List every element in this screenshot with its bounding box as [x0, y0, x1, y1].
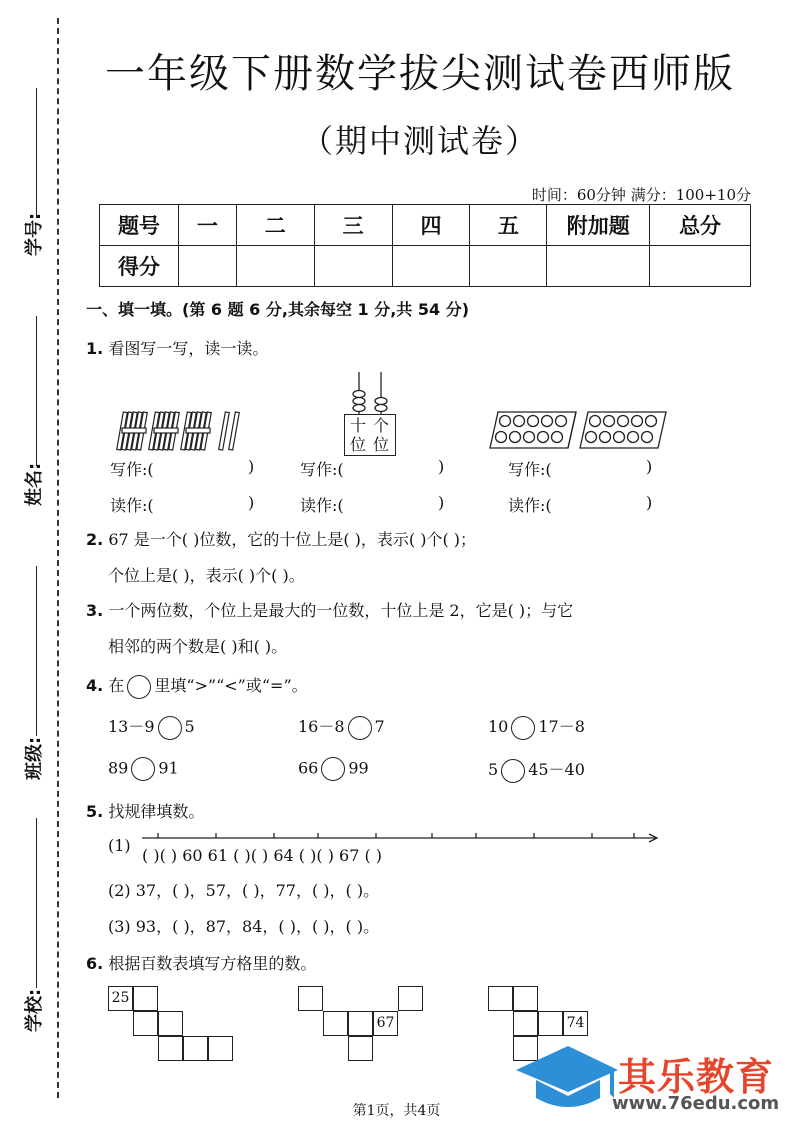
abacus-label: 个 [373, 416, 390, 435]
q1-read-1[interactable]: 读作:( [110, 496, 154, 515]
compare-item: 5 45－40 [488, 757, 585, 783]
score-table [99, 204, 751, 287]
egg-carton-1 [490, 412, 576, 448]
grid-cell[interactable] [348, 1011, 373, 1036]
question-4 [86, 673, 308, 699]
abacus-figure [341, 370, 399, 456]
q1-read-2-close: ) [438, 493, 445, 512]
stick-bundle-2 [149, 412, 180, 450]
grid-cell[interactable] [538, 1011, 563, 1036]
grid-cell-given: 74 [563, 1011, 588, 1036]
question-number: 1. [86, 339, 104, 358]
abacus-label: 位 [350, 435, 367, 454]
hundred-grid-1 [108, 986, 238, 1066]
abacus-label: 十 [350, 416, 367, 435]
q5-line2[interactable]: (2) 37，( )，57，( )，77，( )，( )。 [108, 881, 380, 900]
question-number: 6. [86, 954, 104, 973]
grid-cell[interactable] [133, 1011, 158, 1036]
compare-item: 13－9 5 [108, 714, 195, 740]
compare-circle[interactable] [501, 759, 525, 783]
q5-line3[interactable]: (3) 93，( )，87，84，( )，( )，( )。 [108, 917, 380, 936]
grid-cell[interactable] [158, 1036, 183, 1061]
score-cell[interactable] [392, 246, 470, 287]
score-row-label: 得分 [100, 246, 179, 287]
score-header-cell: 四 [392, 205, 470, 246]
abacus-label: 位 [373, 435, 390, 454]
q1-write-1[interactable]: 写作:( [110, 460, 154, 479]
question-number: 3. [86, 601, 104, 620]
compare-item: 66 99 [298, 757, 369, 781]
question-3 [86, 598, 573, 621]
watermark-name: 其乐教育 [618, 1055, 775, 1099]
compare-circle[interactable] [348, 716, 372, 740]
student-id-label: 学号: [24, 212, 45, 256]
grid-cell[interactable] [208, 1036, 233, 1061]
stick-bundle-1 [117, 412, 148, 450]
grid-cell[interactable] [298, 986, 323, 1011]
grid-cell[interactable] [513, 1011, 538, 1036]
score-table-header-row [100, 205, 751, 246]
grid-cell-given: 67 [373, 1011, 398, 1036]
q1-read-3[interactable]: 读作:( [508, 496, 552, 515]
compare-circle[interactable] [131, 757, 155, 781]
school-label: 学校: [24, 988, 45, 1032]
question-5 [86, 799, 204, 822]
compare-circle[interactable] [511, 716, 535, 740]
class-label: 班级: [24, 736, 45, 780]
grid-cell[interactable] [133, 986, 158, 1011]
question-text: 一个两位数，个位上是最大的一位数，十位上是 2，它是( )；与它 [108, 601, 574, 620]
q1-read-1-close: ) [248, 493, 255, 512]
page-footer: 第1页，共4页 [352, 1103, 441, 1119]
score-cell[interactable] [178, 246, 236, 287]
egg-cartons-figure [488, 410, 668, 450]
score-header-cell: 一 [178, 205, 236, 246]
q1-read-3-close: ) [646, 493, 653, 512]
score-cell[interactable] [470, 246, 547, 287]
watermark-url: www.76edu.com [612, 1093, 780, 1114]
score-cell[interactable] [547, 246, 650, 287]
question-6 [86, 951, 316, 974]
score-header-cell: 三 [314, 205, 392, 246]
egg-carton-2 [580, 412, 666, 448]
grid-cell[interactable] [158, 1011, 183, 1036]
score-table-score-row [100, 246, 751, 287]
question-text-after: 里填“>”“<”或“=”。 [154, 676, 308, 695]
question-number: 2. [86, 530, 104, 549]
q1-write-2[interactable]: 写作:( [300, 460, 344, 479]
compare-item: 10 17－8 [488, 714, 585, 740]
question-2 [86, 527, 476, 550]
q5-line1-values[interactable]: ( )( ) 60 61 ( )( ) 64 ( )( ) 67 ( ) [142, 846, 383, 865]
question-text: 67 是一个( )位数，它的十位上是( )，表示( )个( )； [108, 530, 477, 549]
class-line [36, 566, 37, 736]
question-text: 根据百数表填写方格里的数。 [108, 954, 317, 973]
score-cell[interactable] [314, 246, 392, 287]
q1-write-2-close: ) [438, 457, 445, 476]
question-number: 4. [86, 676, 104, 695]
question-number: 5. [86, 802, 104, 821]
score-header-cell: 总分 [650, 205, 751, 246]
q1-write-1-close: ) [248, 457, 255, 476]
compare-circle[interactable] [158, 716, 182, 740]
binding-dashed-line [57, 18, 59, 1098]
compare-item: 89 91 [108, 757, 179, 781]
score-header-cell: 二 [236, 205, 314, 246]
question-1 [86, 336, 268, 359]
section-heading: 一、填一填。(第 6 题 6 分,其余每空 1 分,共 54 分) [86, 300, 470, 319]
grid-cell[interactable] [348, 1036, 373, 1061]
number-line [140, 830, 662, 844]
score-cell[interactable] [236, 246, 314, 287]
q1-write-3-close: ) [646, 457, 653, 476]
score-cell[interactable] [650, 246, 751, 287]
score-header-cell: 五 [470, 205, 547, 246]
grid-cell[interactable] [513, 986, 538, 1011]
question-2-line2: 个位上是( )，表示( )个( )。 [108, 566, 305, 585]
name-label: 姓名: [24, 462, 45, 506]
score-header-cell: 附加题 [547, 205, 650, 246]
stick-bundle-3 [181, 412, 212, 450]
name-line [36, 316, 37, 466]
student-id-line [36, 88, 37, 218]
stick-bundles-figure [110, 408, 250, 456]
time-info: 时间：60分钟 满分：100+10分 [531, 186, 751, 204]
grid-cell[interactable] [323, 1011, 348, 1036]
score-header-cell: 题号 [100, 205, 179, 246]
q1-read-2[interactable]: 读作:( [300, 496, 344, 515]
circle-symbol [127, 675, 151, 699]
grid-cell[interactable] [488, 986, 513, 1011]
question-text: 看图写一写，读一读。 [108, 339, 269, 358]
question-text-before: 在 [108, 676, 125, 695]
page-title: 一年级下册数学拔尖测试卷西师版 [105, 51, 735, 97]
q5-line1-label: (1) [108, 836, 131, 855]
q1-write-3[interactable]: 写作:( [508, 460, 552, 479]
school-line [36, 818, 37, 988]
page-subtitle: （期中测试卷） [300, 122, 539, 160]
compare-circle[interactable] [321, 757, 345, 781]
grid-cell[interactable] [183, 1036, 208, 1061]
hundred-grid-2 [298, 986, 428, 1066]
grid-cell-given: 25 [108, 986, 133, 1011]
grid-cell[interactable] [398, 986, 423, 1011]
question-text: 找规律填数。 [108, 802, 205, 821]
question-3-line2: 相邻的两个数是( )和( )。 [108, 637, 288, 656]
compare-item: 16－8 7 [298, 714, 385, 740]
